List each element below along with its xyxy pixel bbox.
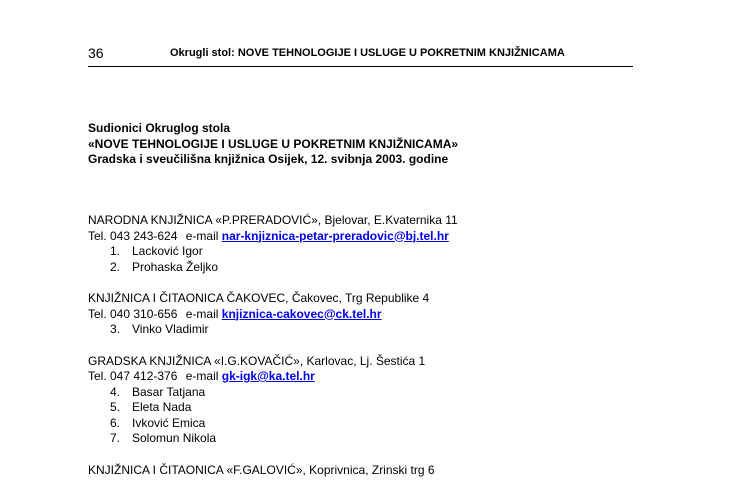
member-name: Lacković Igor bbox=[132, 244, 203, 258]
member-name: Basar Tatjana bbox=[132, 384, 206, 399]
email-link[interactable]: gk-igk@ka.tel.hr bbox=[221, 369, 315, 383]
library-entry bbox=[88, 291, 708, 338]
page-number: 36 bbox=[88, 45, 104, 61]
intro-block bbox=[88, 121, 458, 168]
running-title: Okrugli stol: NOVE TEHNOLOGIJE I USLUGE U POKRETNIM KNJIŽNICAMA bbox=[170, 47, 565, 59]
list-item bbox=[88, 385, 708, 401]
page-header bbox=[88, 44, 633, 67]
list-item bbox=[88, 260, 708, 276]
telephone: Tel. 043 243-624 bbox=[88, 228, 178, 243]
member-list bbox=[88, 385, 708, 447]
member-number: 2. bbox=[110, 259, 121, 274]
intro-line-3: Gradska i sveučilišna knjižnica Osijek, 12. svibnja 2003. godine bbox=[88, 152, 449, 166]
member-number: 1. bbox=[110, 244, 121, 258]
member-number: 7. bbox=[110, 431, 121, 445]
institution-name: KNJIŽNICA I ČITAONICA ČAKOVEC, Čakovec, Trg Republike 4 bbox=[88, 291, 430, 305]
intro-line-1: Sudionici Okruglog stola bbox=[88, 121, 231, 135]
institution-name: KNJIŽNICA I ČITAONICA «F.GALOVIĆ», Koprivnica, Zrinski trg 6 bbox=[88, 462, 435, 477]
email-link[interactable]: nar-knjiznica-petar-preradovic@bj.tel.hr bbox=[221, 228, 449, 243]
telephone: Tel. 040 310-656 bbox=[88, 306, 178, 321]
member-name: Ivković Emica bbox=[132, 415, 206, 430]
intro-line-2: «NOVE TEHNOLOGIJE I USLUGE U POKRETNIM KNJIŽNICAMA» bbox=[88, 136, 459, 151]
member-number: 5. bbox=[110, 400, 121, 414]
member-number: 3. bbox=[110, 322, 121, 336]
contact-line bbox=[88, 229, 708, 245]
member-list bbox=[88, 322, 708, 338]
email-link[interactable]: knjiznica-cakovec@ck.tel.hr bbox=[221, 306, 382, 321]
library-entry bbox=[88, 213, 708, 275]
email-label: e-mail bbox=[185, 306, 219, 321]
member-name: Prohaska Željko bbox=[132, 259, 219, 274]
email-label: e-mail bbox=[185, 369, 219, 383]
contact-line bbox=[88, 307, 708, 323]
participant-list bbox=[88, 213, 708, 486]
member-name: Eleta Nada bbox=[132, 400, 192, 414]
list-item bbox=[88, 416, 708, 432]
institution-name: GRADSKA KNJIŽNICA «I.G.KOVAČIĆ», Karlovac, Lj. Šestića 1 bbox=[88, 353, 426, 368]
member-list bbox=[88, 244, 708, 275]
email-label: e-mail bbox=[185, 228, 219, 243]
library-entry bbox=[88, 463, 708, 479]
list-item bbox=[88, 431, 708, 447]
member-name: Vinko Vladimir bbox=[132, 322, 209, 336]
telephone: Tel. 047 412-376 bbox=[88, 369, 178, 383]
member-name: Solomun Nikola bbox=[132, 431, 217, 445]
list-item bbox=[88, 400, 708, 416]
library-entry bbox=[88, 354, 708, 447]
institution-name: NARODNA KNJIŽNICA «P.PRERADOVIĆ», Bjelovar, E.Kvaternika 11 bbox=[88, 213, 458, 227]
list-item bbox=[88, 322, 708, 338]
list-item bbox=[88, 244, 708, 260]
member-number: 6. bbox=[110, 415, 121, 430]
member-number: 4. bbox=[110, 384, 121, 399]
contact-line bbox=[88, 369, 708, 385]
